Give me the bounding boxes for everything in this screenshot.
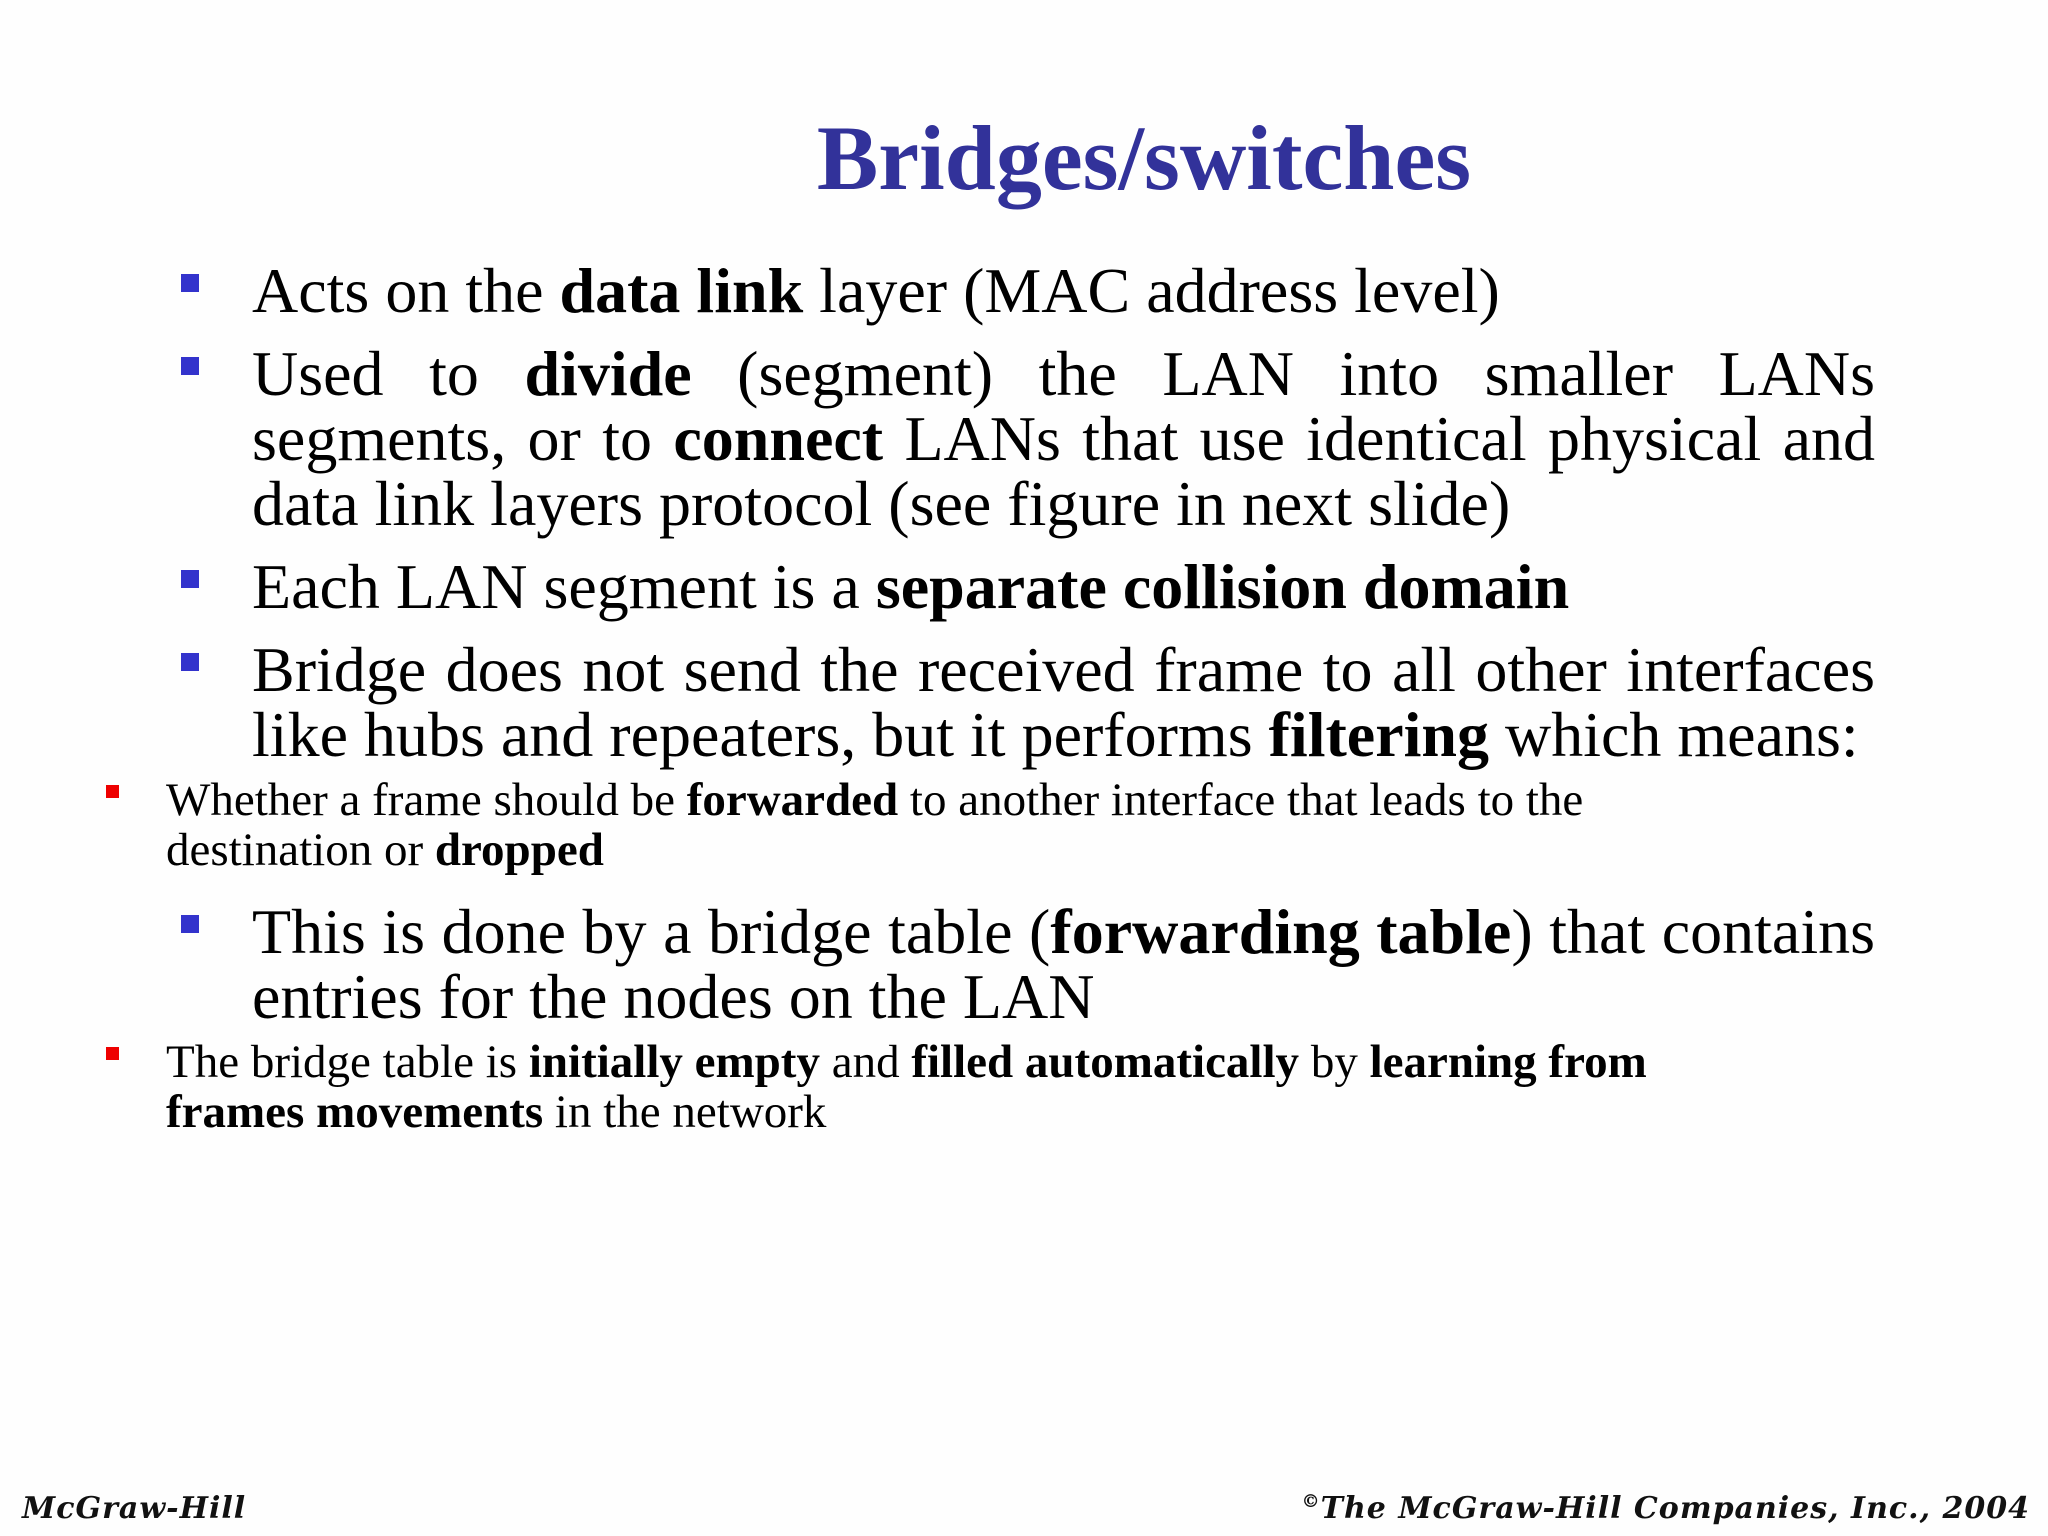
- publisher-footer: McGraw-Hill: [22, 1491, 247, 1526]
- square-bullet-icon: [181, 357, 199, 375]
- bullet-list: [166, 255, 1876, 1161]
- square-sub-bullet-icon: [106, 1047, 119, 1060]
- copyright-symbol: ©: [1301, 1491, 1321, 1512]
- bullet-item: Each LAN segment is a separate collision domain: [175, 554, 1875, 619]
- square-sub-bullet-icon: [106, 785, 119, 798]
- square-bullet-icon: [181, 915, 199, 933]
- copyright-footer: ©The McGraw-Hill Companies, Inc., 2004: [1301, 1491, 2030, 1526]
- square-bullet-icon: [181, 653, 199, 671]
- sub-bullet-item: The bridge table is initially empty and filled automatically by learning from frames movements in the network: [0, 1037, 1700, 1137]
- square-bullet-icon: [181, 570, 199, 588]
- slide-title: Bridges/switches: [816, 107, 1472, 209]
- bullet-item: Bridge does not send the received frame to all other interfaces like hubs and repeaters, but it performs filtering which means:: [175, 637, 1875, 767]
- sub-bullet-item: Whether a frame should be forwarded to another interface that leads to the destination or dropped: [0, 775, 1700, 875]
- square-bullet-icon: [181, 274, 199, 292]
- bullet-item: Acts on the data link layer (MAC address level): [175, 258, 1875, 323]
- bullet-item: Used to divide (segment) the LAN into smaller LANs segments, or to connect LANs that use identical physical and data link layers protocol (see figure in next slide): [175, 341, 1875, 536]
- bullet-item: This is done by a bridge table (forwarding table) that contains entries for the nodes on the LAN: [175, 899, 1875, 1029]
